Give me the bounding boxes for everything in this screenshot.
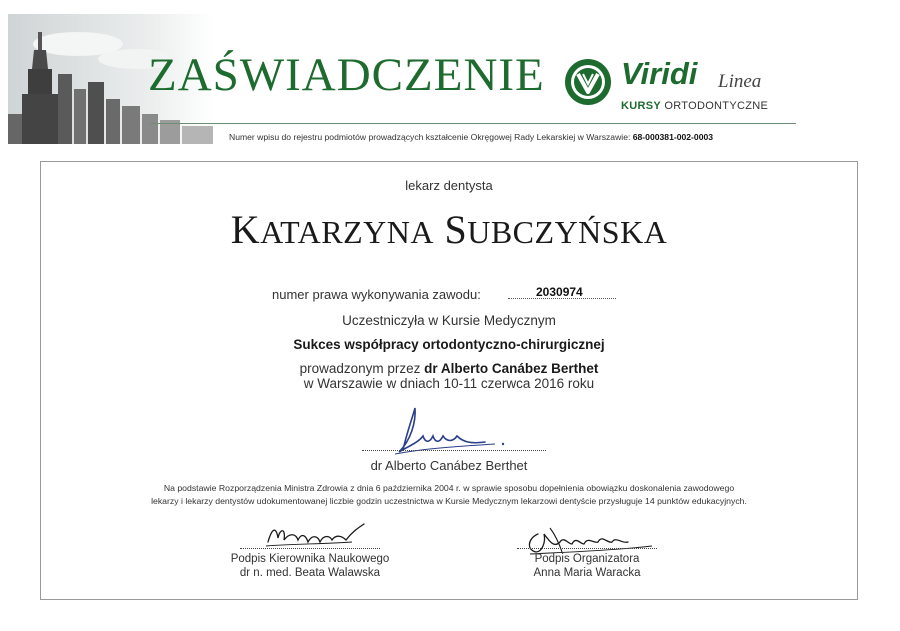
- registry-number: 68-000381-002-0003: [632, 132, 714, 142]
- registry-info: [229, 132, 713, 142]
- course-place-date: w Warszawie w dniach 10-11 czerwca 2016 roku: [303, 376, 595, 391]
- legal-notice: [40, 482, 858, 508]
- led-by-prefix: prowadzonym przez: [299, 361, 425, 376]
- certificate-title: ZAŚWIADCZENIE: [148, 49, 545, 101]
- lecturer-signer-name: dr Alberto Canábez Berthet: [370, 458, 528, 473]
- scientific-director-block: [200, 548, 420, 580]
- course-title: Sukces współpracy ortodontyczno-chirurgicznej: [293, 337, 605, 352]
- left-signature-name: dr n. med. Beata Walawska: [239, 567, 381, 579]
- name-first-rest: ATARZYNA: [260, 214, 434, 250]
- right-signature-name: Anna Maria Waracka: [533, 567, 641, 579]
- participation-statement: Uczestniczyła w Kursie Medycznym: [342, 313, 556, 328]
- licence-label: numer prawa wykonywania zawodu:: [272, 287, 481, 302]
- name-initial-last: S: [444, 207, 468, 252]
- brand-script: Linea: [718, 71, 762, 92]
- brand-tagline-rest: ORTODONTYCZNE: [661, 100, 769, 112]
- legal-line-1: Na podstawie Rozporządzenia Ministra Zdrowia z dnia 6 października 2004 r. w sprawie sposobu dopełnienia obowiązku doskonalenia zawodowego: [163, 483, 735, 493]
- scientific-director-signature: [262, 518, 370, 552]
- name-initial-first: K: [230, 207, 261, 252]
- left-signature-caption: Podpis Kierownika Naukowego: [230, 553, 390, 565]
- brand-tagline-bold: KURSY: [621, 100, 662, 112]
- name-last-rest: UBCZYŃSKA: [467, 214, 668, 250]
- right-signature-line: [517, 548, 657, 549]
- recipient-role: lekarz dentysta: [405, 178, 493, 193]
- organizer-block: [477, 548, 697, 580]
- lecturer-name: dr Alberto Canábez Berthet: [424, 361, 599, 376]
- lecturer-signature: [385, 402, 515, 462]
- left-signature-line: [240, 548, 380, 549]
- header-divider: [150, 123, 796, 124]
- brand-tagline: [621, 100, 768, 112]
- right-signature-caption: Podpis Organizatora: [534, 553, 640, 565]
- brand-name: Viridi: [621, 56, 698, 91]
- licence-number: 2030974: [536, 285, 583, 299]
- legal-line-2: lekarzy i lekarzy dentystów udokumentowanej liczbie godzin uczestnictwa w Kursie Medycznym lekarzowi dentyście przysługuje 14 punktów edukacyjnych.: [151, 496, 747, 506]
- recipient-name: [40, 207, 858, 252]
- lecturer-signature-line: [362, 450, 546, 451]
- course-lecturer-line: [40, 361, 858, 376]
- viridi-logo-icon: [563, 57, 613, 107]
- registry-text: Numer wpisu do rejestru podmiotów prowadzących kształcenie Okręgowej Rady Lekarskiej w Warszawie:: [229, 132, 631, 142]
- certificate-header: [0, 0, 900, 148]
